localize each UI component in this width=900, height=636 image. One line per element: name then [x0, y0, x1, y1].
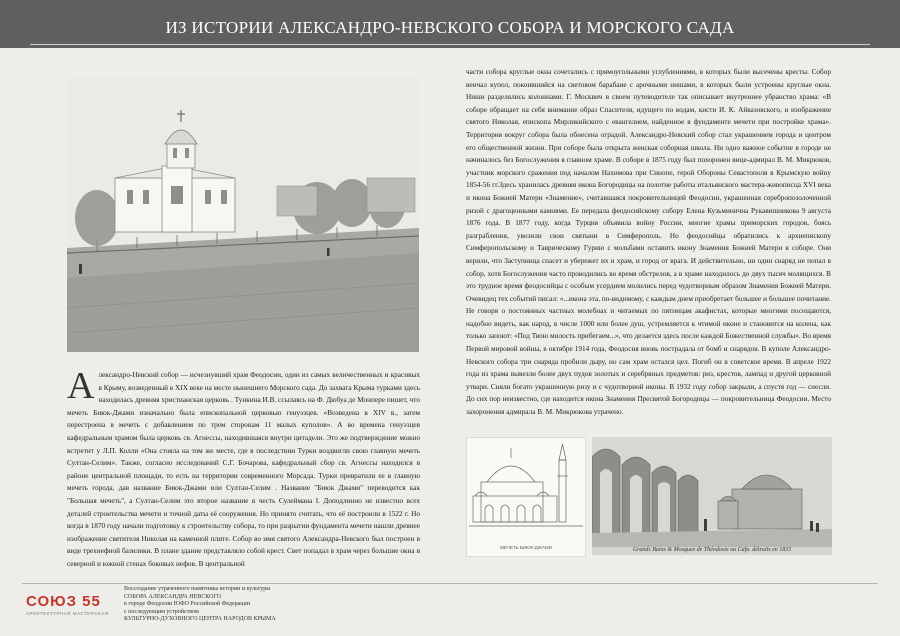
project-line: Воссоздание утраченного памятника истории и культуры: [124, 586, 271, 592]
project-description: [124, 586, 354, 624]
baths-caption: Grands Bains & Mosquee de Théodosie ou Cafa. détruits en 1833: [632, 547, 792, 553]
cathedral-photo: [67, 78, 419, 352]
article-left-text: лександро-Невский собор — исчезнувший храм Феодосии, один из самых величественных и красивых в Крыму, возведенный в XIX веке на месте нынешнего Морского сада. До захвата Крыма турками здесь находилась древняя христианская церковь . Тункина И.В. ссылаясь на Ф. Дюбуа де Монпере пишет, что мечеть Биюк-Джами изначально была епископальной церковью генуэзцев. «Возведена в XIV в., затем перестроена в мечеть с добавлением по трем сторонам 11 малых куполов». А во времена генуэзцев кафедральным храмом была церковь св. Агнессы, находившаяся внутри цитадели. Это же подтверждение можно встретит у Л.П. Колли «Она стояла на том же месте, где в последствии Турки воздвигли свою главную мечеть Султан-Селим». Также, согласно исследований С.Г. Бочарова, кафедральный сбор св. Агнессы находился в районе центральной площади, то есть на территории современного Морсада. Турки превратили ее в главную мечеть города, дав название Биюк-Джами или Султан-Селим . Название "Биюк Джами" переводится как "Большая мечеть", а Султан-Селим это второе название в честь Сулеймана I. Доподлинно не известно всех деталей строительства мечети и точной даты её сооружения. Но принято считать, что её построили в 1522 г. Но когда в 1870 году начали подготовку к строительству собора, то при разрытии фундамента мечети нашли древнее изображение святителя Николая на каменной плите. Собор во имя святого Александра-Невского был построен в виде трехнефной базилики. В плане здание представляло собой крест. Свет попадал в храм через большие окна в северной и южной стенах боковых нефов. В центральной: [67, 371, 420, 568]
cathedral-photo-drawing: [67, 78, 419, 352]
mosque-illustration: [466, 437, 586, 557]
logo-mark: СОЮЗ 55: [26, 593, 101, 610]
studio-logo: [26, 594, 114, 624]
project-line: с последующим устройством: [124, 608, 199, 615]
drop-cap: А: [67, 365, 95, 407]
project-line: в городе Феодосии ЮФО Российской Федерации: [124, 601, 250, 608]
mosque-caption: МЕЧЕТЬ БИЮК-ДЖАМИ: [500, 545, 552, 550]
baths-drawing: [592, 437, 832, 547]
header-band: [0, 0, 900, 48]
article-left-column: [67, 365, 420, 571]
project-line: СОБОРА АЛЕКСАНДРА НЕВСКОГО: [124, 593, 222, 600]
article-right-column: [466, 66, 831, 419]
project-line: КУЛЬТУРНО-ДУХОВНОГО ЦЕНТРА НАРОДОВ КРЫМА: [124, 616, 276, 623]
logo-tagline: АРХИТЕКТУРНАЯ МАСТЕРСКАЯ: [26, 611, 109, 616]
baths-illustration: [592, 437, 832, 555]
article-right-text: части собора круглые окна сочетались с прямоугольными углублениями, в которых были высечены кресты. Собор венчал купол, покоившийся на световом барабане с арочными нишами, в которых были устроены круглые окна. Ниши разделялись колоннами. Г. Москвич в своем путеводителе так описывает внутреннее убранство храма: «В соборе обращает на себя внимание образ Спасителя, идущего по водам, кисти И. К. Айвазовского, и изображение святого Николая, епископа Мирликийского с евангелием, найденное в фундаменте мечети при постройке храма». Территория вокруг собора была обнесена оградой. Александро-Невский собор стал украшением города и центром его общественной жизни. При соборе была открыта женская соборная школа. Ни одно важное событие в городе не начиналось без Богослужения в главном храме. В соборе в 1875 году был похоронен вице-адмирал В. М. Микрюков, участник морского сражения под началом Нахимова при Синопе, герой Обороны Севастополя в Крымскую войну 1854-56 гг.Здесь хранилась древняя икона Богородицы на полотне работы итальянского мастера-живописца XVI века и икона Божией Матери «Знамение», считавшаяся покровительницей Феодосии, украшенная серебропозолоченной ризой с драгоценными камнями. Ее передала феодосийскому собору Елена Кузьминична Рукавишникова 9 августа 1876 года. В 1877 году, когда Турция объявила войну России, многие храмы приморских городов, боясь разграбления, увозили свои святыни в Симферополь. Но феодосийцы обратились к архиепископу Симферопольскому и Таврическому Гурию с мольбами оставить икону Знамения Божией Матери в соборе. Они верили, что Заступница спасет и убережет их и храм, и город от врага. И действительно, ни один снаряд не попал в собор, хотя Богослужения часто проводились во время обстрелов, а в храме находилось до двух тысяч молящихся. В это трудное время феодосийцы с особым усердием молились перед чудотворным образом Знамения Божией Матери. Очевидец тех событий писал: «...икона эта, по-видимому, с каждым днем приобретает большее и большее почитание. Не говоря о постоянных частных молебнах и читаемых по пятницам акафистах, которые многими посещаются, надобно видеть, как народ, в числе 1000 или более душ, устремляется к чтимой иконе и становится на колена, как только запоют: «Под Твою милость прибегаем...», что делается здесь после каждой Божественной службы». Во время Первой мировой войны, в октябре 1914 года, Феодосия вновь пострадала от бомб и снарядов. В куполе Александро-Невского собора три снаряда пробили дыру, но сам храм остался цел. Погиб он в советское время. В апреле 1922 года из храма вывезли более двух пудов золотых и серебряных предметов: риз, крестов, лампад и другой церковной утвари. Сняли богато украшенную ризу и с чудотворной иконы. В 1932 году собор закрыли, а спустя год — снесли. До сих пор неизвестно, где находится икона Знамения Пресвятой Богородицы — покровительница Феодосии. Место захоронения адмирала В. М. Микрюкова утрачено.: [466, 68, 831, 417]
mosque-drawing: [467, 438, 585, 548]
footer-divider: [22, 583, 878, 584]
page-title: ИЗ ИСТОРИИ АЛЕКСАНДРО-НЕВСКОГО СОБОРА И МОРСКОГО САДА: [165, 18, 735, 37]
header-divider: [30, 44, 870, 45]
